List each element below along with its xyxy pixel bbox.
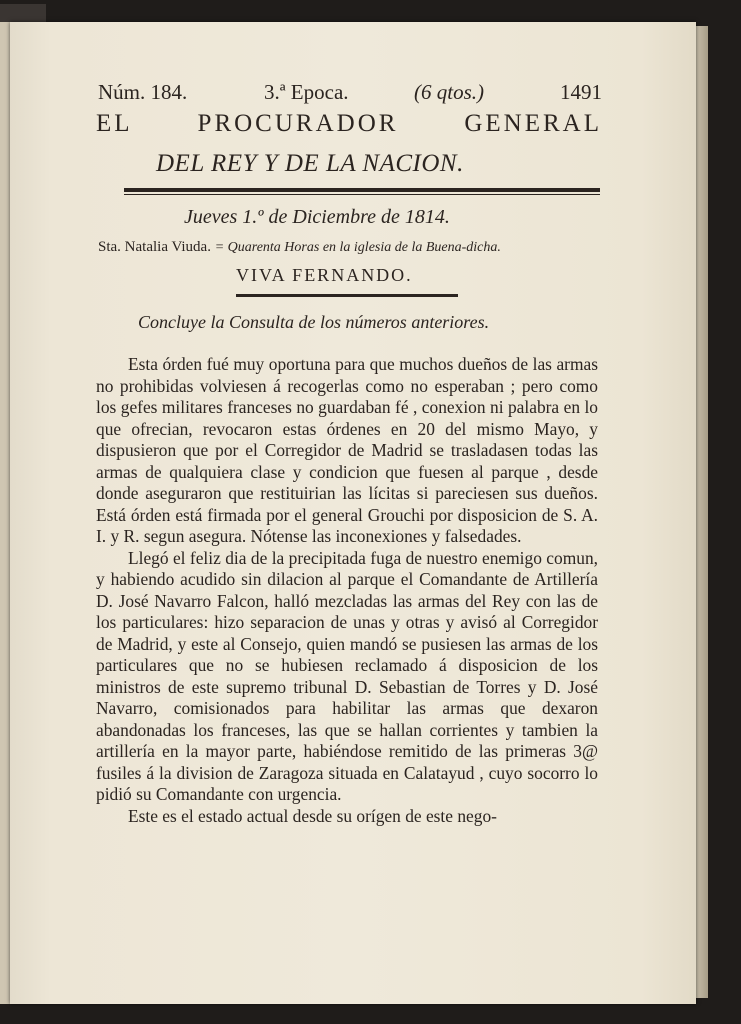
article-heading: Concluye la Consulta de los números anteriores. <box>138 312 490 332</box>
masthead-rule <box>124 188 600 192</box>
epoch-label: 3.ª Epoca. <box>264 80 349 104</box>
left-page-edge <box>0 22 10 1004</box>
article-paragraph: Esta órden fué muy oportuna para que muchos dueños de las armas no prohibidas volviesen á recogerlas como no esperaban ; pero como los gefes militares franceses no guardaban fé , conexion ni palabra en lo que ofrecian, revocaron estas órdenes en 20 del mismo Mayo, y dispusieron que por el Corregidor de Madrid se trasladasen todas las armas de qualquiera clase y condicion que fuesen al parque , desde donde aseguraron que restituirian las lícitas si pareciesen sus dueños. Está órden está firmada por el general Grouchi por disposicion de S. A. I. y R. segun asegura. Nótense las inconexiones y falsedades. <box>96 354 598 546</box>
saint-name: Sta. Natalia Viuda. <box>98 239 211 255</box>
newspaper-subtitle: DEL REY Y DE LA NACION. <box>156 150 464 177</box>
article-paragraph: Este es el estado actual desde su orígen de este nego- <box>128 805 497 826</box>
issue-date: Jueves 1.º de Diciembre de 1814. <box>184 206 450 228</box>
newspaper-title: EL PROCURADOR GENERAL <box>96 110 602 137</box>
article-body <box>96 354 598 827</box>
devotion-notice: = Quarenta Horas en la iglesia de la Buena-dicha. <box>214 240 501 255</box>
scan-corner-shadow <box>0 4 46 22</box>
newspaper-page <box>10 22 696 1004</box>
saint-of-day-line <box>98 239 501 256</box>
issue-number: Núm. 184. <box>98 80 188 104</box>
price-label: (6 qtos.) <box>414 80 484 104</box>
right-page-edge <box>696 26 708 998</box>
masthead-rule-thin <box>124 194 600 195</box>
motto: VIVA FERNANDO. <box>236 265 413 285</box>
section-rule <box>236 294 458 297</box>
article-paragraph: Llegó el feliz dia de la precipitada fuga de nuestro enemigo comun, y habiendo acudido sin dilacion al parque el Comandante de Artillería D. José Navarro Falcon, halló mezcladas las armas del Rey con las de los particulares: hizo separacion de unas y otras y avisó al Corregidor de Madrid, y este al Consejo, quien mandó se pusiesen las armas de los particulares que no se hubiesen reclamado á disposicion de los ministros de este supremo tribunal D. Sebastian de Torres y D. José Navarro, comisionados para habilitar las armas que dexaron abandonadas los franceses, las que se hallan corrientes y tambien la artillería en la mayor parte, habiéndose remitido de las primeras 3@ fusiles á la division de Zaragoza situada en Calatayud , cuyo socorro lo pidió su Comandante con urgencia. <box>96 547 598 804</box>
page-number: 1491 <box>560 80 602 104</box>
